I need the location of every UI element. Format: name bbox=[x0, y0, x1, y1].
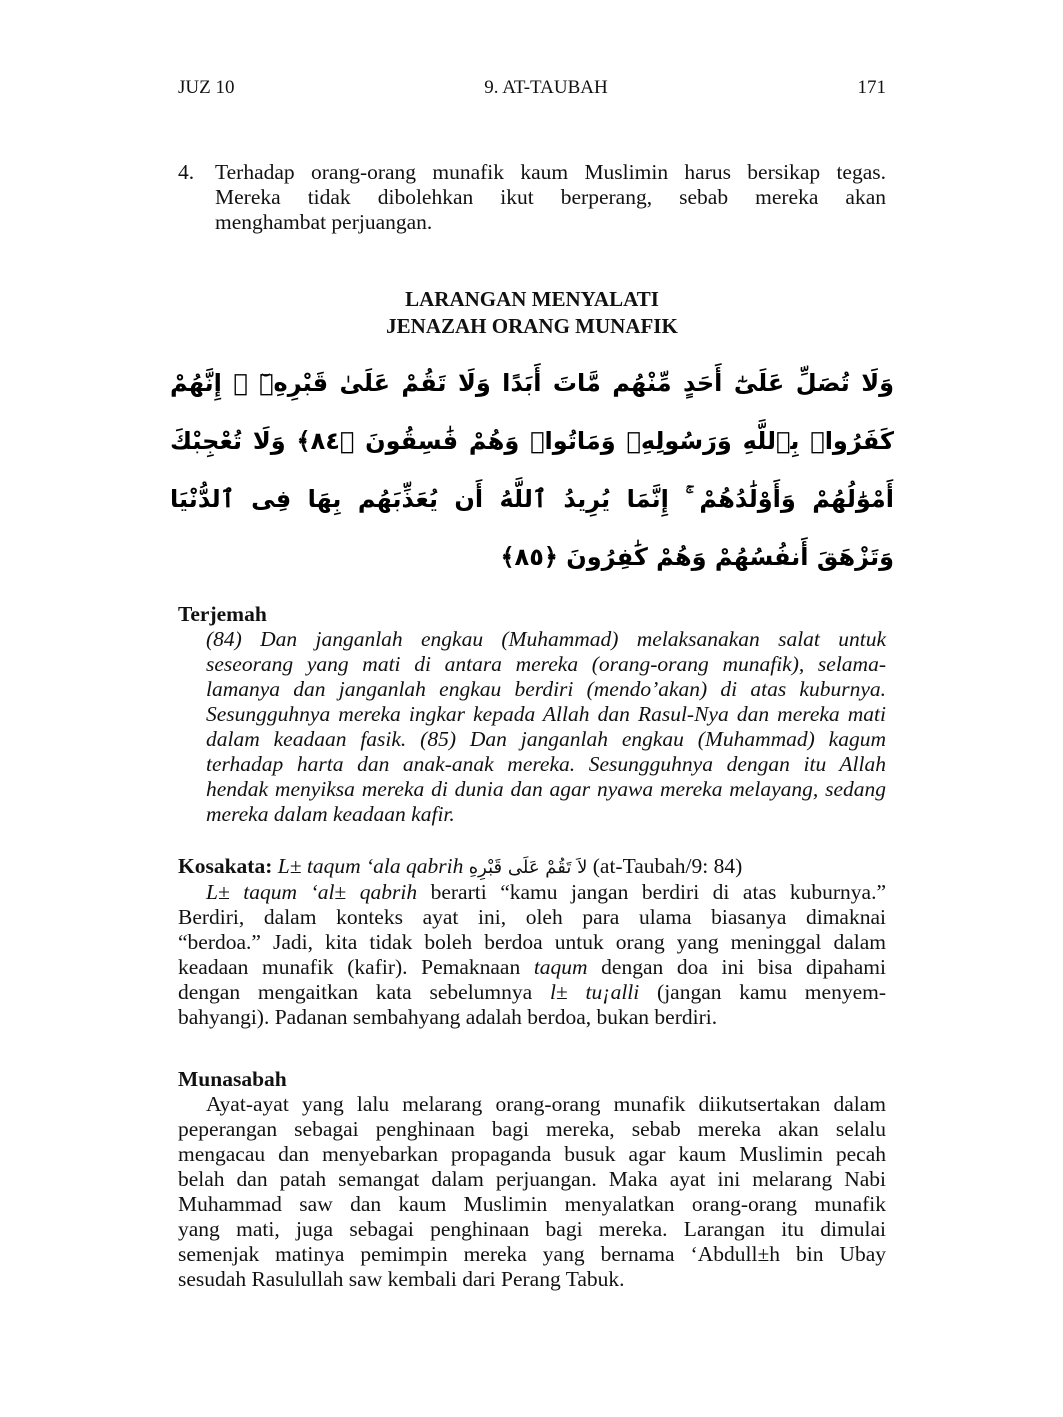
page-number: 171 bbox=[857, 77, 886, 98]
italic-term: taqum bbox=[533, 955, 588, 979]
kosakata-label: Kosakata: bbox=[178, 854, 273, 878]
text-line: hendak menyiksa mereka di dunia dan agar nyawa mereka melayang, sedang bbox=[206, 777, 886, 801]
kosakata-header bbox=[178, 854, 886, 880]
section-title-line-1: LARANGAN MENYALATI bbox=[405, 287, 659, 311]
text-line: Terhadap orang-orang munafik kaum Muslimin harus bersikap tegas. bbox=[215, 160, 886, 184]
text-line: belah dan patah semangat dalam perjuangan. Maka ayat ini melarang Nabi bbox=[178, 1167, 886, 1191]
text-segment: (jangan kamu menyem- bbox=[639, 980, 886, 1004]
kosakata-term: L± taqum ‘ala qabrih bbox=[277, 854, 464, 878]
juz-label: JUZ 10 bbox=[178, 77, 235, 98]
italic-term: L± taqum ‘al± qabrih bbox=[206, 880, 418, 904]
text-line bbox=[178, 955, 886, 980]
kosakata-ref: (at-Taubah/9: 84) bbox=[592, 854, 743, 878]
text-line: Ayat-ayat yang lalu melarang orang-orang munafik diikutsertakan dalam bbox=[206, 1092, 886, 1116]
text-line: Mereka tidak dibolehkan ikut berperang, sebab mereka akan bbox=[215, 185, 886, 209]
text-line bbox=[178, 1005, 886, 1030]
text-line: mereka dalam keadaan kafir. bbox=[206, 802, 455, 826]
terjemah-text bbox=[178, 627, 886, 827]
list-number: 4. bbox=[178, 160, 195, 184]
text-segment: dengan doa ini bisa dipahami bbox=[587, 955, 887, 979]
italic-term: l± tu¡alli bbox=[549, 980, 640, 1004]
text-line: Muhammad saw dan kaum Muslimin menyalatkan orang-orang munafik bbox=[178, 1192, 886, 1216]
text-line bbox=[178, 905, 886, 930]
text-segment: bahyangi). Padanan sembahyang adalah berdoa, bukan berdiri. bbox=[178, 1005, 718, 1029]
kosakata-section bbox=[178, 854, 886, 1030]
kosakata-arabic: لاَ تَقُمْ عَلَى قَبْرِهِ bbox=[468, 857, 588, 878]
text-segment: berarti “kamu jangan berdiri di atas kuburnya.” bbox=[417, 880, 886, 904]
text-line: lamanya dan janganlah engkau berdiri (mendo’akan) di atas kuburnya. bbox=[206, 677, 886, 701]
text-line: terhadap harta dan anak-anak mereka. Sesungguhnya dengan itu Allah bbox=[206, 752, 886, 776]
munasabah-heading: Munasabah bbox=[178, 1067, 287, 1091]
section-title bbox=[178, 286, 886, 340]
text-segment: “berdoa.” Jadi, kita tidak boleh berdoa untuk orang yang meninggal dalam bbox=[178, 930, 886, 954]
text-line: dalam keadaan fasik. (85) Dan janganlah engkau (Muhammad) kagum bbox=[206, 727, 886, 751]
text-segment: Berdiri, dalam konteks ayat ini, oleh para ulama biasanya dimaknai bbox=[178, 905, 886, 929]
text-line: Sesungguhnya mereka ingkar kepada Allah dan Rasul-Nya dan mereka mati bbox=[206, 702, 886, 726]
text-line: yang mati, juga sebagai penghinaan bagi mereka. Larangan itu dimulai bbox=[178, 1217, 886, 1241]
text-segment: keadaan munafik (kafir). Pemaknaan bbox=[178, 955, 534, 979]
munasabah-section bbox=[178, 1067, 886, 1292]
terjemah-section bbox=[178, 602, 886, 827]
kosakata-text bbox=[178, 880, 886, 1030]
list-item-4 bbox=[178, 160, 886, 235]
page-header bbox=[178, 76, 886, 100]
text-line bbox=[178, 930, 886, 955]
text-line: sesudah Rasulullah saw kembali dari Perang Tabuk. bbox=[178, 1267, 625, 1291]
list-item-text bbox=[215, 160, 886, 235]
section-title-line-2: JENAZAH ORANG MUNAFIK bbox=[386, 314, 678, 338]
text-segment: dengan mengaitkan kata sebelumnya bbox=[178, 980, 550, 1004]
arabic-verse: وَلَا تُصَلِّ عَلَىٰٓ أَحَدٍ مِّنْهُم مَّاتَ أَبَدًا وَلَا تَقُمْ عَلَىٰ قَبْرِهِۦٓ ۖ إِنَّهُمْ كَفَرُوا۟ بِٱللَّهِ وَرَسُولِهِۦ وَمَاتُوا۟ وَهُمْ فَٰسِقُونَ ﴿٨٤﴾ وَلَا تُعْجِبْكَ أَمْوَٰلُهُمْ وَأَوْلَٰدُهُمْ ۚ إِنَّمَا يُرِيدُ ٱللَّهُ أَن يُعَذِّبَهُم بِهَا فِى ٱلدُّنْيَا وَتَزْهَقَ أَنفُسُهُمْ وَهُمْ كَٰفِرُونَ ﴿٨٥﴾ bbox=[170, 369, 895, 571]
munasabah-text bbox=[178, 1092, 886, 1292]
terjemah-heading: Terjemah bbox=[178, 602, 267, 626]
text-line: mengacau dan menyebarkan propaganda busuk agar kaum Muslimin pecah bbox=[178, 1142, 886, 1166]
text-line bbox=[178, 880, 886, 905]
text-line: seseorang yang mati di antara mereka (orang-orang munafik), selama- bbox=[206, 652, 886, 676]
text-line: menghambat perjuangan. bbox=[215, 210, 433, 234]
text-line: semenjak matinya pemimpin mereka yang bernama ‘Abdull±h bin Ubay bbox=[178, 1242, 886, 1266]
text-line: (84) Dan janganlah engkau (Muhammad) melaksanakan salat untuk bbox=[206, 627, 886, 651]
text-line bbox=[178, 980, 886, 1005]
text-line: peperangan sebagai penghinaan bagi mereka, sebab mereka akan selalu bbox=[178, 1117, 886, 1141]
surah-label: 9. AT-TAUBAH bbox=[484, 77, 608, 98]
